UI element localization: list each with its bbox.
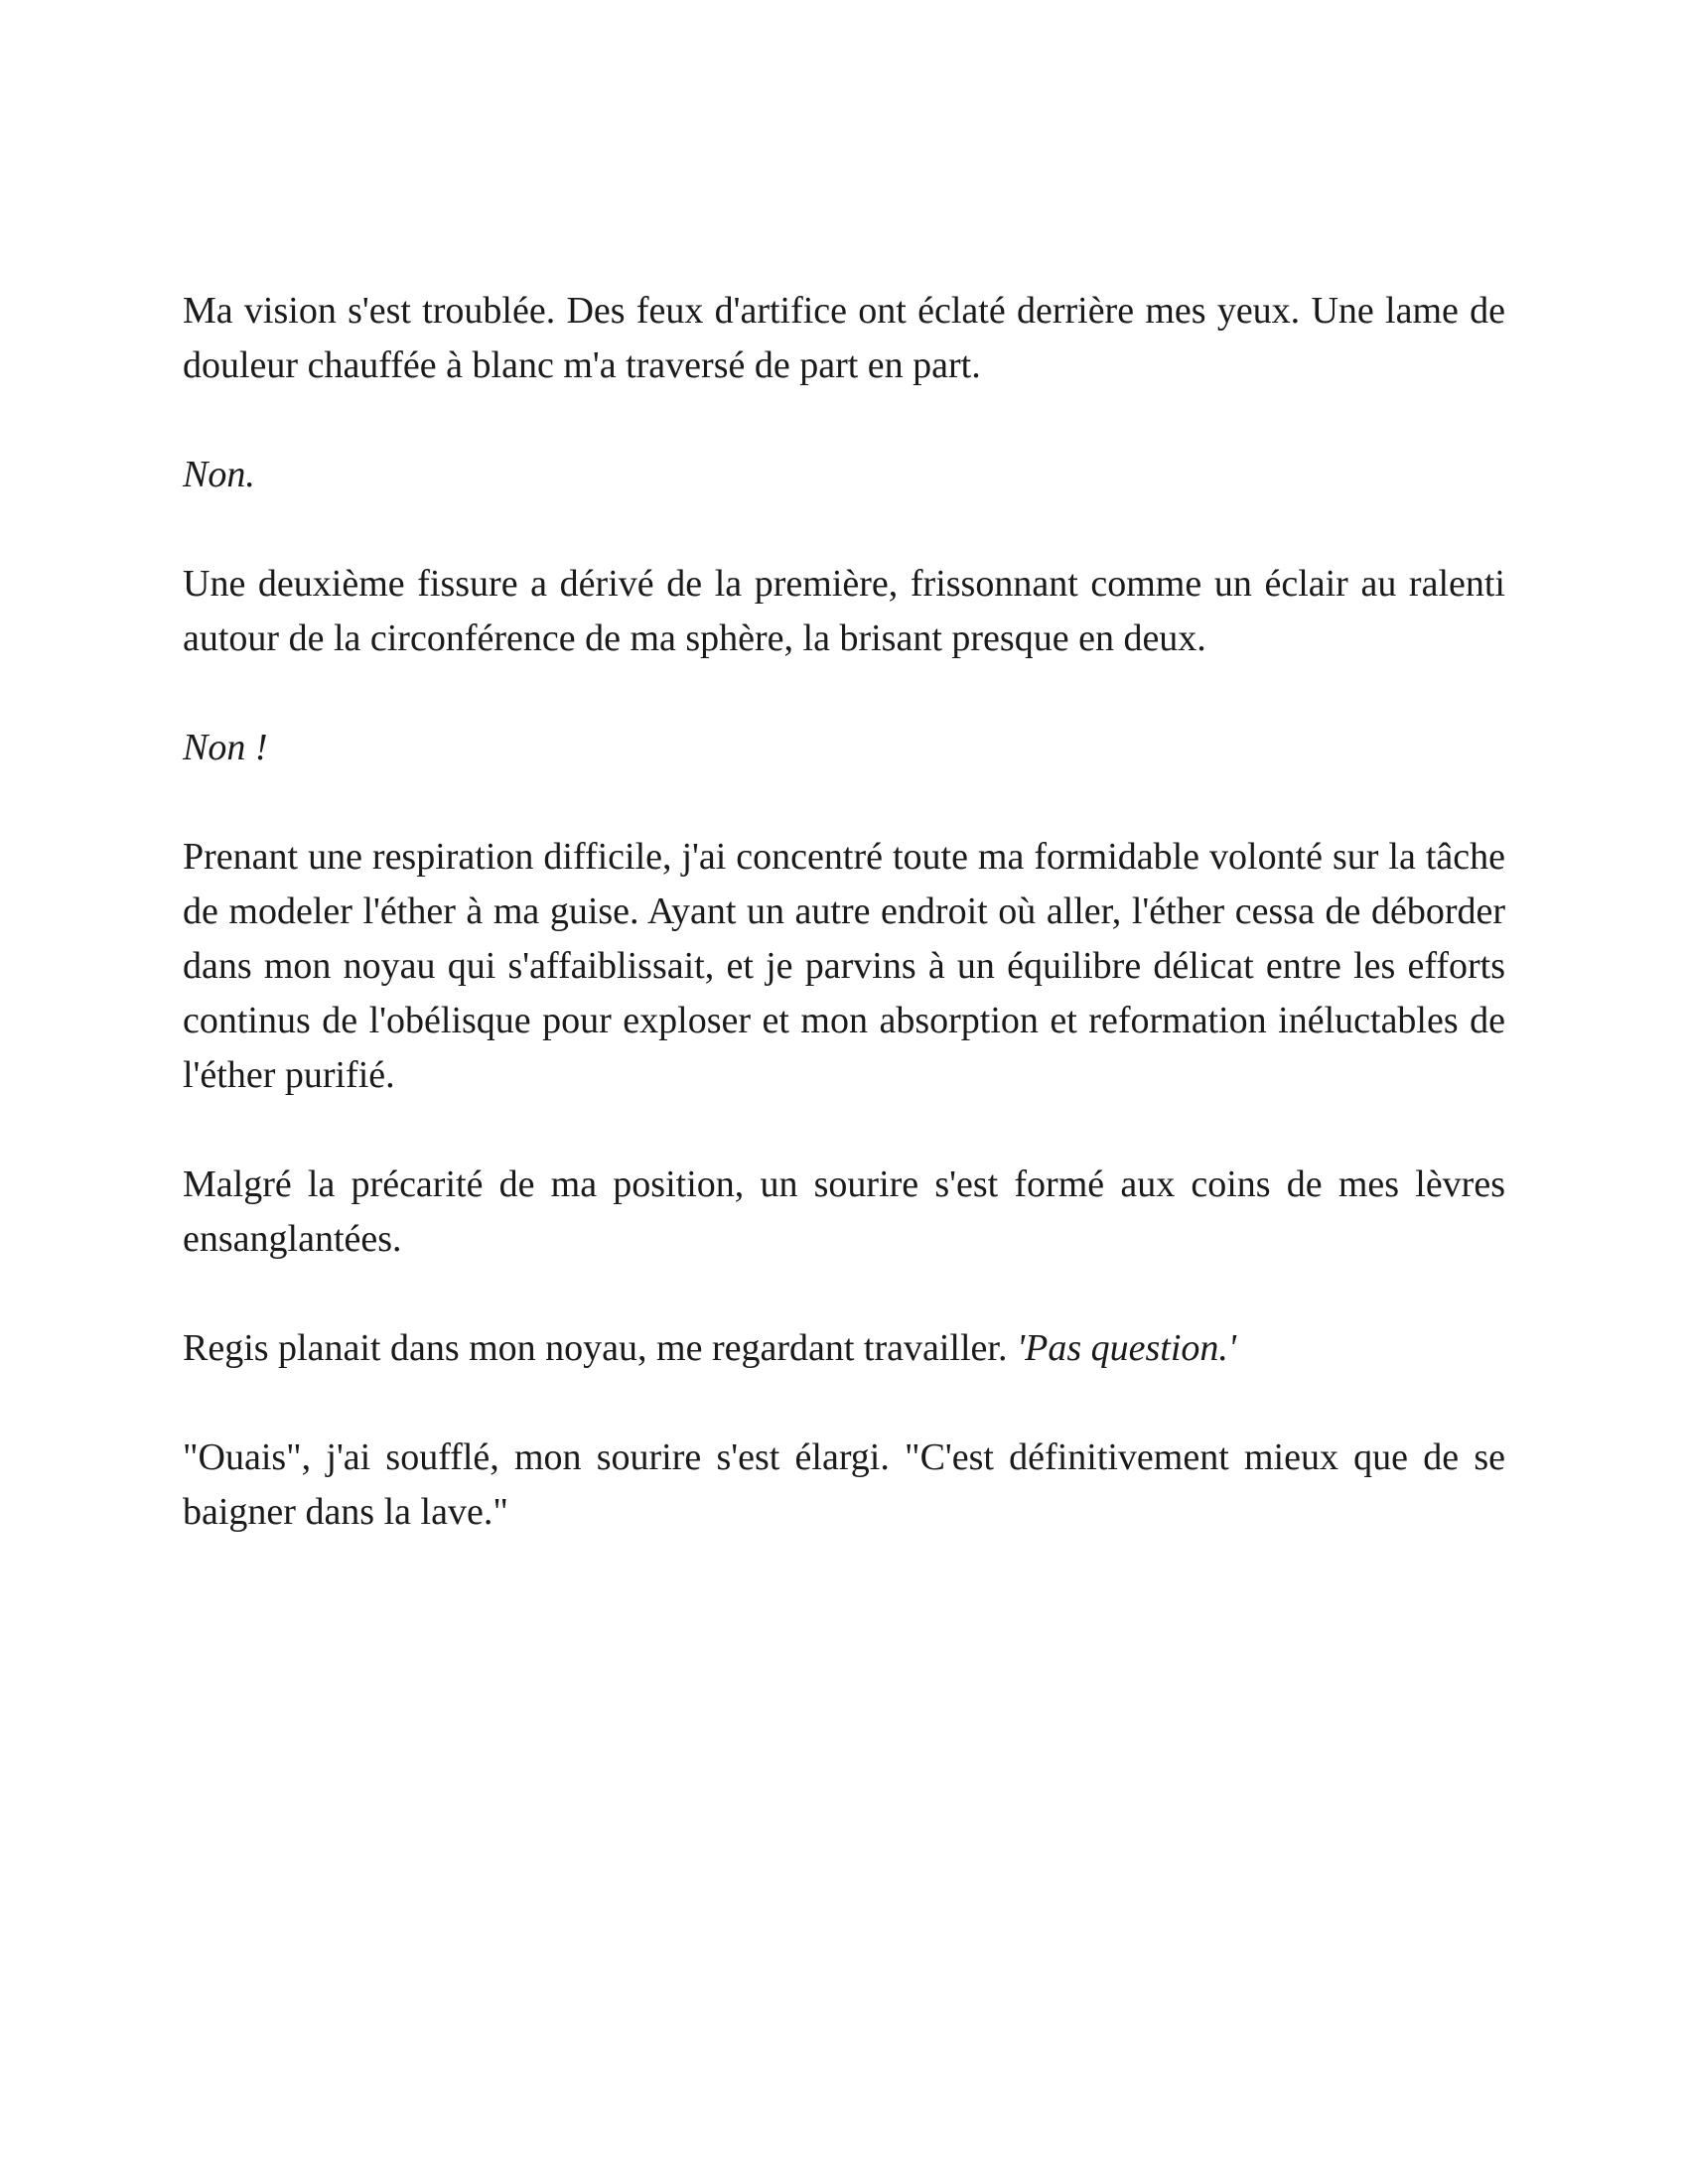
paragraph-8: "Ouais", j'ai soufflé, mon sourire s'est élargi. "C'est définitivement mieux que de se baigner dans la lave."	[183, 1436, 1505, 1533]
paragraph-1: Ma vision s'est troublée. Des feux d'artifice ont éclaté derrière mes yeux. Une lame de douleur chauffée à blanc m'a traversé de part en part.	[183, 290, 1505, 386]
paragraph-4-italic: Non !	[183, 727, 268, 768]
paragraph-5: Prenant une respiration difficile, j'ai concentré toute ma formidable volonté sur la tâche de modeler l'éther à ma guise. Ayant un autre endroit où aller, l'éther cessa de déborder dans mon noyau qui s'affaiblissait, et je parvins à un équilibre délicat entre les efforts continus de l'obélisque pour exploser et mon absorption et reformation inéluctables de l'éther purifié.	[183, 836, 1505, 1096]
paragraph-7	[183, 1321, 1505, 1376]
paragraph-7-italic-quote: 'Pas question.'	[1016, 1327, 1237, 1369]
document-page	[183, 284, 1505, 1594]
paragraph-3: Une deuxième fissure a dérivé de la première, frissonnant comme un éclair au ralenti autour de la circonférence de ma sphère, la brisant presque en deux.	[183, 563, 1505, 659]
paragraph-7-text: Regis planait dans mon noyau, me regardant travailler.	[183, 1327, 1008, 1369]
paragraph-6: Malgré la précarité de ma position, un sourire s'est formé aux coins de mes lèvres ensanglantées.	[183, 1163, 1505, 1260]
paragraph-2-italic: Non.	[183, 454, 255, 495]
